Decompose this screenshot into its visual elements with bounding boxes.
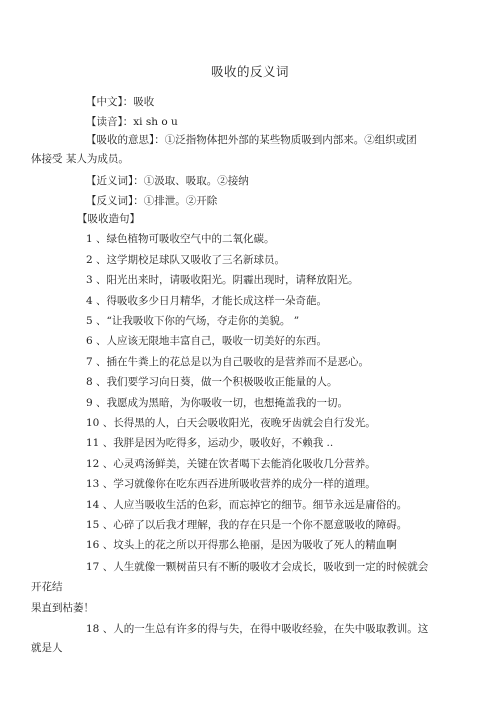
- sentences-heading: 【吸收造句】: [77, 213, 140, 225]
- sentence-item: 15 、心碎了以后我才理解，我的存在只是一个你不愿意吸收的障碍。: [86, 519, 408, 531]
- sentence-item: 9 、我愿成为黑暗，为你吸收一切，也想掩盖我的一切。: [86, 397, 349, 409]
- sentence-item: 14 、人应当吸收生活的色彩，而忘掉它的细节。细节永远是庸俗的。: [86, 499, 408, 511]
- sentence-18-line1: 18 、人的一生总有许多的得与失，在得中吸收经验，在失中吸取教训。这: [86, 623, 429, 635]
- synonyms-entry: 【近义词】：①汲取、吸取。②接纳: [86, 175, 249, 187]
- sentence-item: 7 、插在牛粪上的花总是以为自己吸收的是营养而不是恶心。: [86, 356, 370, 368]
- sentence-item: 1 、绿色植物可吸收空气中的二氧化碳。: [86, 233, 275, 245]
- sentence-item: 4 、得吸收多少日月精华，才能长成这样一朵奇葩。: [86, 295, 328, 307]
- meaning-entry-line1: 【吸收的意思】：①泛指物体把外部的某些物质吸到内部来。②组织或团: [86, 134, 417, 146]
- sentence-17-line3: 果直到枯萎！: [31, 602, 94, 614]
- sentence-18-line2: 就是人: [31, 642, 63, 654]
- meaning-entry-line2: 体接受 某人为成员。: [31, 153, 129, 165]
- sentence-item: 6 、人应该无限地丰富自己，吸收一切美好的东西。: [86, 335, 328, 347]
- sentence-item: 12 、心灵鸡汤鲜美，关键在饮者喝下去能消化吸收几分营养。: [86, 458, 376, 470]
- sentence-item: 3 、阳光出来时，请吸收阳光。阴霾出现时，请释放阳光。: [86, 274, 359, 286]
- antonyms-entry: 【反义词】：①排泄。②开除: [86, 195, 218, 207]
- sentence-item: 5 、“让我吸收下你的气场，夺走你的美貌。 ”: [86, 315, 300, 327]
- sentence-17-line1: 17 、人生就像一颗树苗只有不断的吸收才会成长，吸收到一定的时候就会: [86, 561, 429, 573]
- chinese-entry: 【中文】：吸收: [86, 96, 155, 108]
- sentence-17-line2: 开花结: [31, 581, 63, 593]
- sentence-item: 10 、长得黑的人，白天会吸收阳光，夜晚牙齿就会自行发光。: [86, 417, 376, 429]
- sentence-item: 8 、我们要学习向日葵，做一个积极吸收正能量的人。: [86, 376, 338, 388]
- sentence-item: 13 、学习就像你在吃东西吞进所吸收营养的成分一样的道理。: [86, 478, 376, 490]
- sentence-item: 11 、我胖是因为吃得多，运动少，吸收好，不赖我 ..: [86, 437, 334, 449]
- sentence-item: 2 、这学期校足球队又吸收了三名新球员。: [86, 254, 286, 266]
- pinyin-entry: 【读音】：xi sh o u: [86, 116, 178, 128]
- sentence-item: 16 、坟头上的花之所以开得那么艳丽，是因为吸收了死人的精血啊: [86, 539, 397, 551]
- page-title: 吸收的反义词: [210, 64, 289, 79]
